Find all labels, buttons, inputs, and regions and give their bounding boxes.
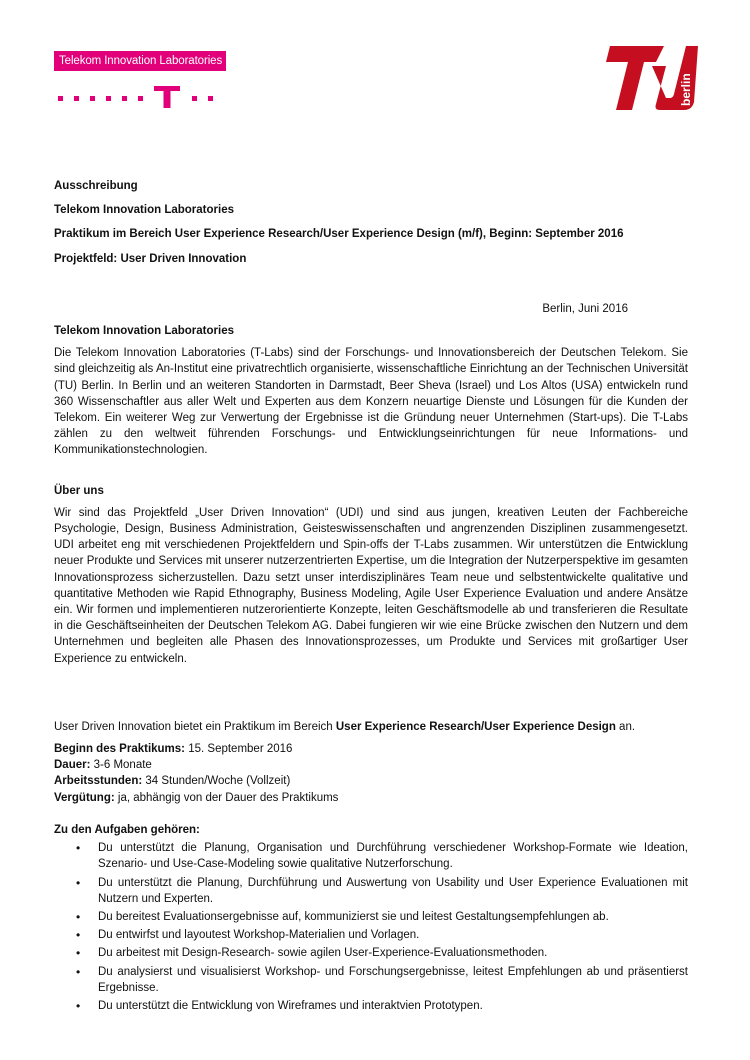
tu-berlin-logo bbox=[604, 44, 698, 112]
heading-position-title: Praktikum im Bereich User Experience Research/User Experience Design (m/f), Beginn: September 2016 bbox=[54, 228, 624, 241]
list-item: • Du unterstützt die Entwicklung von Wireframes und interaktvien Prototypen. bbox=[54, 998, 688, 1014]
list-item: • Du analysierst und visualisierst Workshop- und Forschungsergebnisse, leitest Empfehlungen ab und präsentierst Ergebnisse. bbox=[54, 964, 688, 996]
telekom-logo-dot bbox=[90, 96, 95, 101]
fact-label: Dauer: bbox=[54, 759, 91, 772]
heading-ausschreibung: Ausschreibung bbox=[54, 180, 138, 192]
list-item: • Du arbeitest mit Design-Research- sowie agilen User-Experience-Evaluationsmethoden. bbox=[54, 945, 688, 961]
section-text-tlabs: Die Telekom Innovation Laboratories (T-Labs) sind der Forschungs- und Innovationsbereich der Deutschen Telekom. Sie sind gleichzeitig als An-Institut eine privatrechtlich organisierte, wissenschaftliche Einrichtung an der Technischen Universität (TU) Berlin. In Berlin und an weiteren Standorten in Darmstadt, Beer Sheva (Israel) und Los Altos (USA) entwickeln rund 360 Wissenschaftler aus aller Welt und Experten aus dem Konzern neuartige Dienste und Lösungen für die Kunden der Telekom. Ein weiterer Weg zur Verwertung der Ergebnisse ist die Gründung neuer Unternehmen (Start-ups). Die T-Labs zählen zu den weltweit führenden Forschungs- und Entwicklungseinrichtungen für neue Informations- und Kommunikationstechnologien. bbox=[54, 347, 688, 457]
fact-label: Beginn des Praktikums: bbox=[54, 743, 186, 756]
telekom-logo bbox=[58, 86, 224, 108]
tu-logo-t bbox=[606, 46, 664, 110]
section-title-tlabs: Telekom Innovation Laboratories bbox=[54, 325, 234, 338]
offer-prefix: User Driven Innovation bietet ein Praktikum im Bereich bbox=[54, 720, 336, 733]
telekom-logo-dot bbox=[208, 96, 213, 101]
tasks-title: Zu den Aufgaben gehören: bbox=[54, 823, 200, 836]
fact-value: 34 Stunden/Woche (Vollzeit) bbox=[142, 775, 291, 788]
offer-suffix: an. bbox=[615, 720, 636, 733]
list-item: • Du unterstützt die Planung, Organisation und Durchführung verschiedener Workshop-Formate wie Ideation, Szenario- und Use-Case-Modeling sowie qualitative Nutzerforschung. bbox=[54, 840, 688, 872]
fact-label: Arbeitsstunden: bbox=[54, 775, 143, 788]
offer-position: User Experience Research/User Experience Design bbox=[335, 720, 616, 733]
document-date: Berlin, Juni 2016 bbox=[542, 302, 628, 315]
internship-facts bbox=[54, 741, 688, 806]
tasks-list bbox=[54, 840, 688, 1014]
telekom-logo-dot bbox=[192, 96, 197, 101]
list-item: • Du bereitest Evaluationsergebnisse auf, kommunizierst sie und leitest Gestaltungsempfehlungen ab. bbox=[54, 909, 688, 925]
document-body bbox=[54, 178, 688, 1016]
heading-project-field: Projektfeld: User Driven Innovation bbox=[54, 252, 247, 265]
telekom-logo-dot bbox=[122, 96, 127, 101]
fact-compensation bbox=[54, 790, 688, 806]
telekom-logo-dot bbox=[74, 96, 79, 101]
fact-duration bbox=[54, 757, 688, 773]
offer-sentence bbox=[54, 719, 688, 735]
list-item: • Du unterstützt die Planung, Durchführung und Auswertung von Usability und User Experience Evaluationen mit Nutzern und Experten. bbox=[54, 875, 688, 907]
telekom-logo-dot bbox=[58, 96, 63, 101]
section-title-ueber-uns: Über uns bbox=[54, 484, 104, 497]
tlabs-title-box: Telekom Innovation Laboratories bbox=[54, 51, 226, 71]
tu-logo-text: berlin bbox=[679, 73, 693, 106]
telekom-logo-dot bbox=[138, 96, 143, 101]
fact-value: 15. September 2016 bbox=[185, 743, 293, 756]
fact-start bbox=[54, 741, 688, 757]
heading-organisation: Telekom Innovation Laboratories bbox=[54, 204, 234, 217]
fact-value: ja, abhängig von der Dauer des Praktikums bbox=[114, 791, 339, 804]
telekom-logo-t-stem bbox=[164, 86, 171, 108]
fact-label: Vergütung: bbox=[54, 791, 115, 804]
fact-value: 3-6 Monate bbox=[90, 759, 152, 772]
section-text-ueber-uns: Wir sind das Projektfeld „User Driven Innovation“ (UDI) und sind aus jungen, kreativen Leuten der Fachbereiche Psychologie, Design, Business Administration, Geisteswissenschaften und angrenzenden Disziplinen zusammengesetzt. UDI arbeitet eng mit verschiedenen Projektfeldern und Spin-offs der T-Labs zusammen. Wir unterstützen die Entwicklung neuer Produkte und Services mit unserer nutzerzentrierten Expertise, um die Integration der Nutzerperspektive im gesamten Innovationsprozess sicherzustellen. Dazu setzt unser interdisziplinäres Team neue und selbstentwickelte qualitative und quantitative Methoden wie Rapid Ethnography, Business Modeling, Agile User Experience Evaluation und andere Ansätze ein. Wir formen und implementieren nutzerorientierte Konzepte, leiten Geschäftsmodelle ab und transferieren die Resultate in die Geschäftseinheiten der Deutschen Telekom AG. Dabei fungieren wir wie eine Brücke zwischen den Nutzern und dem Unternehmen und begleiten alle Phasen des Innovationsprozesses, um Produkte und Services mit großartiger User Experience zu entwickeln. bbox=[54, 506, 688, 665]
telekom-logo-dot bbox=[106, 96, 111, 101]
fact-hours bbox=[54, 773, 688, 789]
list-item: • Du entwirfst und layoutest Workshop-Materialien und Vorlagen. bbox=[54, 927, 688, 943]
